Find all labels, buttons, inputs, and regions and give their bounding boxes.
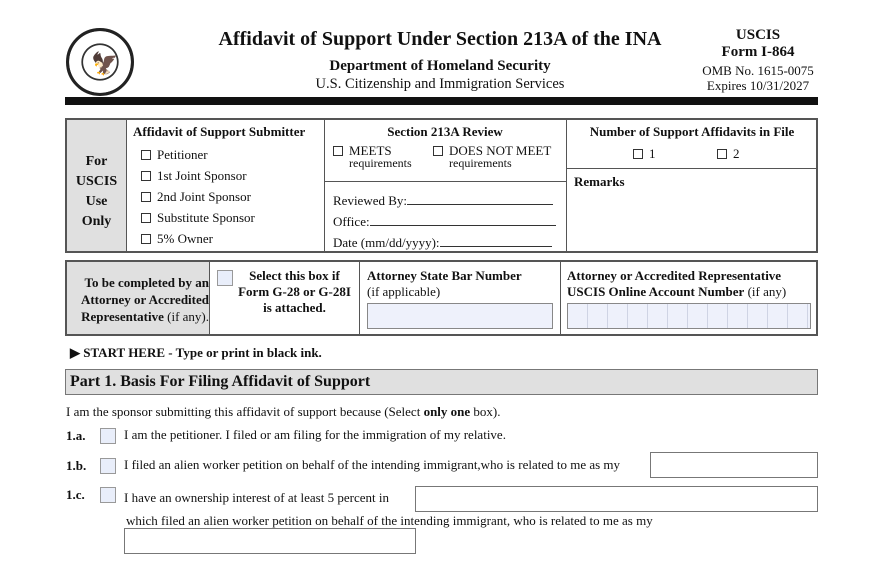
- item-1c-text2: which filed an alien worker petition on behalf of the intending immigrant, who is related to me as my: [126, 513, 653, 528]
- account-number-input[interactable]: [567, 303, 811, 329]
- item-1a-number: 1.a.: [66, 428, 86, 443]
- item-1b-relationship-input[interactable]: [650, 452, 818, 478]
- form-title: Affidavit of Support Under Section 213A of the INA: [218, 28, 662, 50]
- bar-number-input[interactable]: [367, 303, 553, 329]
- count-title: Number of Support Affidavits in File: [589, 124, 795, 139]
- option-1st-joint[interactable]: 1st Joint Sponsor: [141, 165, 255, 186]
- item-1c-checkbox[interactable]: [100, 487, 116, 503]
- count-option-2[interactable]: 2: [717, 146, 740, 162]
- item-1c-company-input[interactable]: [415, 486, 818, 512]
- part1-header: Part 1. Basis For Filing Affidavit of Support: [65, 369, 818, 395]
- part1-intro: I am the sponsor submitting this affidavit of support because (Select only one box).: [66, 404, 501, 419]
- start-here: ▶ START HERE - Type or print in black ink.: [70, 345, 322, 360]
- meets-option[interactable]: MEETS requirements: [333, 144, 412, 170]
- option-5pct-owner[interactable]: 5% Owner: [141, 228, 255, 249]
- account-number-label: Attorney or Accredited Representative USCIS Online Account Number (if any): [567, 268, 787, 299]
- arrow-right-icon: ▶: [70, 345, 84, 360]
- uscis-use-box: [65, 118, 818, 253]
- item-1a-text: I am the petitioner. I filed or am filing for the immigration of my relative.: [124, 427, 506, 442]
- department: Department of Homeland Security: [329, 58, 551, 74]
- option-2nd-joint[interactable]: 2nd Joint Sponsor: [141, 186, 255, 207]
- option-petitioner[interactable]: Petitioner: [141, 144, 255, 165]
- submitter-title: Affidavit of Support Submitter: [133, 124, 306, 139]
- count-option-1[interactable]: 1: [633, 146, 656, 162]
- item-1c-relationship-input[interactable]: [124, 528, 416, 554]
- dhs-seal: 🦅: [66, 28, 134, 96]
- submitter-options: [141, 144, 255, 249]
- review-title: Section 213A Review: [387, 124, 503, 139]
- expiration: Expires 10/31/2027: [706, 78, 810, 93]
- item-1b-text: I filed an alien worker petition on behalf of the intending immigrant,who is related to me as my: [124, 457, 621, 472]
- omb-number: OMB No. 1615-0075: [702, 63, 814, 78]
- item-1c-text: I have an ownership interest of at least 5 percent in: [124, 490, 389, 505]
- item-1b-checkbox[interactable]: [100, 458, 116, 474]
- option-substitute[interactable]: Substitute Sponsor: [141, 207, 255, 228]
- attorney-box: [65, 260, 818, 336]
- item-1b-number: 1.b.: [66, 458, 87, 473]
- g28-label: Select this box if Form G-28 or G-28I is attached.: [238, 268, 351, 315]
- header-rule: [65, 97, 818, 105]
- item-1a-checkbox[interactable]: [100, 428, 116, 444]
- remarks-label: Remarks: [574, 174, 625, 189]
- attorney-label: To be completed by an Attorney or Accredited Representative (if any).: [80, 275, 209, 324]
- g28-checkbox[interactable]: [217, 270, 233, 286]
- review-fields: Reviewed By: Office: Date (mm/dd/yyyy):: [333, 190, 556, 253]
- uscis-use-label: For USCIS Use Only: [75, 154, 118, 229]
- agency-short: USCIS: [735, 27, 781, 43]
- not-meet-option[interactable]: DOES NOT MEET requirements: [433, 144, 551, 170]
- form-number: Form I-864: [721, 44, 795, 60]
- agency: U.S. Citizenship and Immigration Services: [315, 76, 565, 92]
- bar-number-label: Attorney State Bar Number (if applicable): [367, 268, 522, 299]
- item-1c-number: 1.c.: [66, 487, 85, 502]
